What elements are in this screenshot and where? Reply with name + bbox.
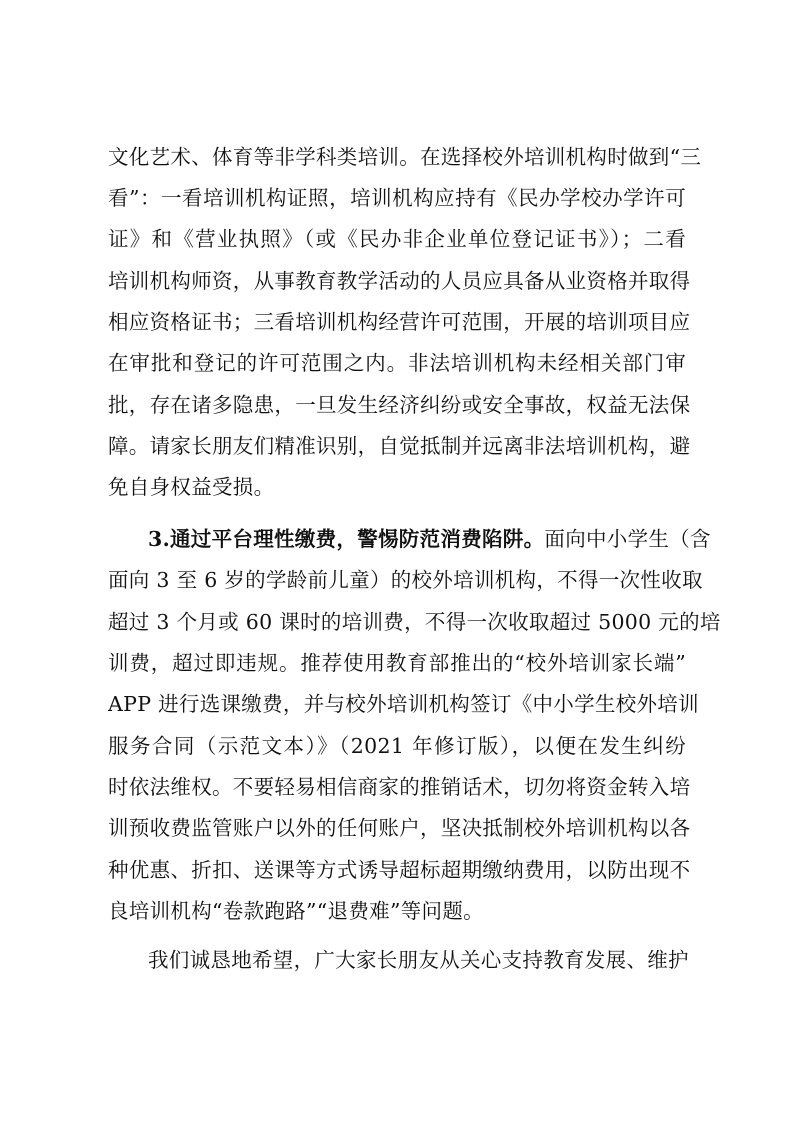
text-line: 文化艺术、体育等非学科类培训。在选择校外培训机构时做到“三 bbox=[108, 145, 702, 169]
text-line: 良培训机构“卷款跑路”“退费难”等问题。 bbox=[108, 899, 484, 923]
text-line: 服务合同（示范文本）》（2021 年修订版），以便在发生纠纷 bbox=[108, 734, 686, 758]
text-line: 超过 3 个月或 60 课时的培训费，不得一次收取超过 5000 元的培 bbox=[108, 610, 721, 634]
text-line: 批，存在诸多隐患，一旦发生经济纠纷或安全事故，权益无法保 bbox=[108, 393, 691, 417]
text-line: 看”：一看培训机构证照，培训机构应持有《民办学校办学许可 bbox=[108, 186, 686, 210]
heading-line-rest: 面向中小学生（含 bbox=[544, 527, 711, 551]
text-line: 在审批和登记的许可范围之内。非法培训机构未经相关部门审 bbox=[108, 351, 686, 375]
text-line: 培训机构师资，从事教育教学活动的人员应具备从业资格并取得 bbox=[108, 269, 691, 293]
paragraph-heading-line bbox=[148, 519, 711, 559]
text-line: 面向 3 至 6 岁的学龄前儿童）的校外培训机构，不得一次性收取 bbox=[108, 568, 703, 592]
text-line: 免自身权益受损。 bbox=[108, 475, 275, 499]
text-line: 种优惠、折扣、送课等方式诱导超标超期缴纳费用，以防出现不 bbox=[108, 858, 691, 882]
text-line: 时依法维权。不要轻易相信商家的推销话术，切勿将资金转入培 bbox=[108, 775, 691, 799]
section-heading: 3.通过平台理性缴费，警惕防范消费陷阱。 bbox=[148, 527, 545, 551]
text-line: APP 进行选课缴费，并与校外培训机构签订《中小学生校外培训 bbox=[108, 692, 699, 716]
text-line: 证》和《营业执照》（或《民办非企业单位登记证书》）；二看 bbox=[108, 227, 686, 251]
text-line: 训预收费监管账户以外的任何账户，坚决抵制校外培训机构以各 bbox=[108, 816, 691, 840]
text-line: 我们诚恳地希望，广大家长朋友从关心支持教育发展、维护 bbox=[148, 948, 689, 972]
text-line: 障。请家长朋友们精准识别，自觉抵制并远离非法培训机构，避 bbox=[108, 434, 691, 458]
text-line: 相应资格证书；三看培训机构经营许可范围，开展的培训项目应 bbox=[108, 310, 691, 334]
text-line: 训费，超过即违规。推荐使用教育部推出的“校外培训家长端” bbox=[108, 651, 686, 675]
